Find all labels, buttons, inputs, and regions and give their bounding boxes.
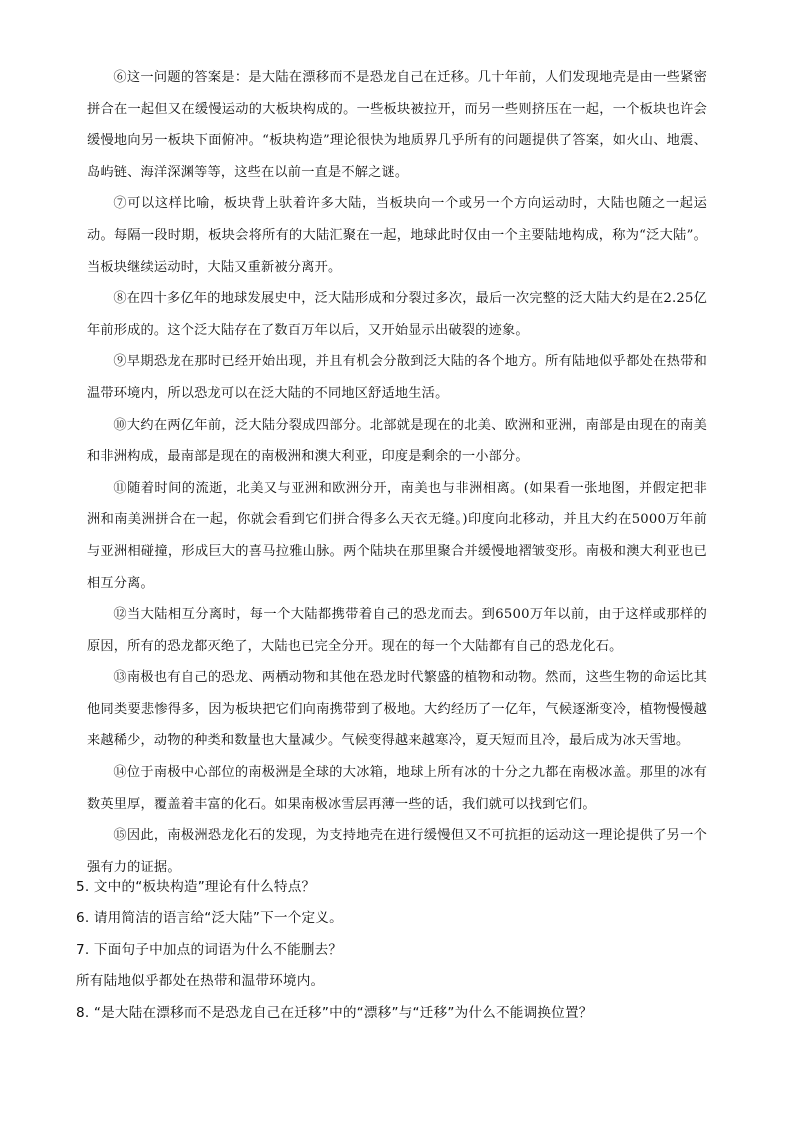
paragraph-15: ⑮因此，南极洲恐龙化石的发现，为支持地壳在进行缓慢但又不可抗拒的运动这一理论提供了另一个强有力的证据。 — [87, 828, 707, 875]
paragraph-8: ⑧在四十多亿年的地球发展史中，泛大陆形成和分裂过多次，最后一次完整的泛大陆大约是在2.25亿年前形成的。这个泛大陆存在了数百万年以后，又开始显示出破裂的迹象。 — [87, 291, 707, 338]
paragraph-11: ⑪随着时间的流逝，北美又与亚洲和欧洲分开，南美也与非洲相离。(如果看一张地图，并假定把非洲和南美洲拼合在一起，你就会看到它们拼合得多么天衣无缝。)印度向北移动，并且大约在5000万年前与亚洲相碰撞，形成巨大的喜马拉雅山脉。两个陆块在那里聚合并缓慢地褶皱变形。南极和澳大利亚也已相互分离。 — [87, 480, 707, 591]
paragraph-12: ⑫当大陆相互分离时，每一个大陆都携带着自己的恐龙而去。到6500万年以前，由于这样或那样的原因，所有的恐龙都灭绝了，大陆也已完全分开。现在的每一个大陆都有自己的恐龙化石。 — [87, 607, 707, 654]
paragraph-7: ⑦可以这样比喻，板块背上驮着许多大陆，当板块向一个或另一个方向运动时，大陆也随之一起运动。每隔一段时期，板块会将所有的大陆汇聚在一起，地球此时仅由一个主要陆地构成，称为“泛大陆”。当板块继续运动时，大陆又重新被分离开。 — [87, 196, 707, 275]
paragraph-14: ⑭位于南极中心部位的南极洲是全球的大冰箱，地球上所有冰的十分之九都在南极冰盖。那里的冰有数英里厚，覆盖着丰富的化石。如果南极冰雪层再薄一些的话，我们就可以找到它们。 — [87, 765, 707, 812]
question-7: 7. 下面句子中加点的词语为什么不能删去？ — [76, 941, 343, 958]
article-body — [87, 62, 707, 883]
question-5: 5. 文中的“板块构造”理论有什么特点？ — [76, 879, 316, 895]
question-8: 8. “是大陆在漂移而不是恐龙自己在迁移”中的“漂移”与“迁移”为什么不能调换位置？ — [76, 1004, 593, 1021]
question-list — [76, 872, 716, 1029]
paragraph-6: ⑥这一问题的答案是：是大陆在漂移而不是恐龙自己在迁移。几十年前，人们发现地壳是由一些紧密拼合在一起但又在缓慢运动的大板块构成的。一些板块被拉开，而另一些则挤压在一起，一个板块也许会缓慢地向另一板块下面俯冲。“板块构造”理论很快为地质界几乎所有的问题提供了答案，如火山、地震、岛屿链、海洋深渊等等，这些在以前一直是不解之谜。 — [87, 70, 707, 180]
question-6: 6. 请用简洁的语言给“泛大陆”下一个定义。 — [76, 910, 343, 927]
paragraph-13: ⑬南极也有自己的恐龙、两栖动物和其他在恐龙时代繁盛的植物和动物。然而，这些生物的命运比其他同类要悲惨得多，因为板块把它们向南携带到了极地。大约经历了一亿年，气候逐渐变冷，植物慢慢越来越稀少，动物的种类和数量也大量减少。气候变得越来越寒冷，夏天短而且冷，最后成为冰天雪地。 — [87, 670, 707, 749]
paragraph-10: ⑩大约在两亿年前，泛大陆分裂成四部分。北部就是现在的北美、欧洲和亚洲，南部是由现在的南美和非洲构成，最南部是现在的南极洲和澳大利亚，印度是剩余的一小部分。 — [87, 417, 707, 465]
question-7-sentence: 所有陆地似乎都处在热带和温带环境内。 — [76, 973, 325, 990]
paragraph-9: ⑨早期恐龙在那时已经开始出现，并且有机会分散到泛大陆的各个地方。所有陆地似乎都处在热带和温带环境内，所以恐龙可以在泛大陆的不同地区舒适地生活。 — [87, 354, 707, 401]
